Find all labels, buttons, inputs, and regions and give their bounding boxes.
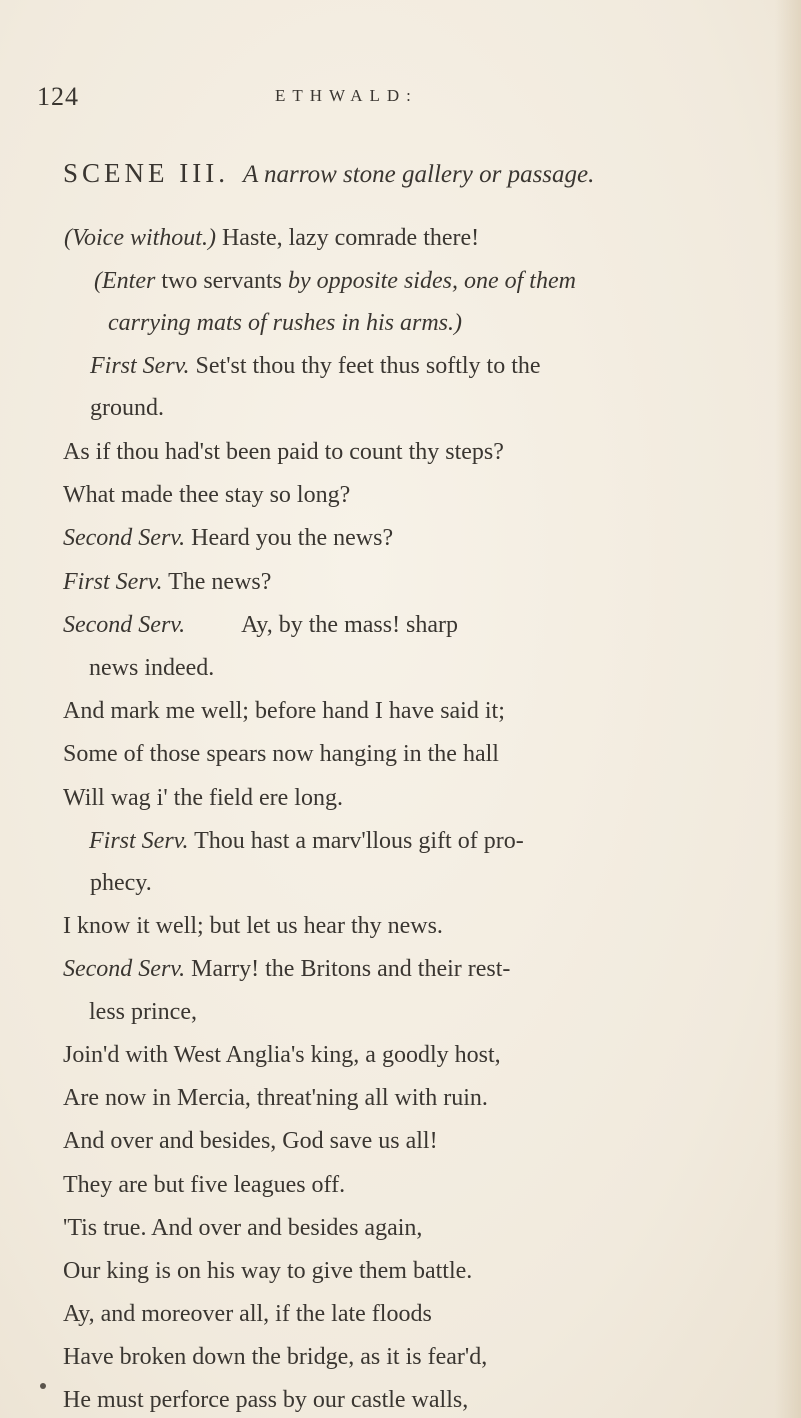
text-line	[90, 354, 541, 378]
spoken-text: Have broken down the bridge, as it is fear'd,	[63, 1344, 488, 1370]
speaker-or-direction: carrying mats of rushes in his arms.)	[108, 310, 463, 336]
text-line	[63, 1345, 487, 1369]
text-line	[63, 957, 510, 981]
speaker-or-direction: Second Serv.	[63, 525, 186, 551]
text-line	[63, 914, 443, 938]
text-line	[63, 742, 499, 766]
text-line	[89, 829, 524, 853]
spoken-text: 'Tis true. And over and besides again,	[63, 1215, 423, 1241]
text-line	[89, 1000, 197, 1024]
spoken-text: They are but five leagues off.	[63, 1172, 346, 1198]
scene-heading	[63, 158, 594, 189]
spoken-text: What made thee stay so long?	[63, 482, 351, 508]
text-line	[89, 656, 214, 680]
spoken-text: And mark me well; before hand I have said it;	[63, 698, 505, 724]
spoken-text: Set'st thou thy feet thus softly to the	[189, 353, 541, 379]
spoken-text: Ay, and moreover all, if the late floods	[63, 1301, 432, 1327]
text-line	[64, 226, 479, 250]
text-line	[63, 699, 505, 723]
page-edge-shadow	[775, 0, 801, 1418]
speaker-or-direction: (Enter	[94, 268, 156, 294]
text-line	[63, 1302, 432, 1326]
text-line	[63, 1173, 345, 1197]
text-line	[63, 570, 271, 594]
speaker-or-direction: First Serv.	[89, 828, 189, 854]
spoken-text: And over and besides, God save us all!	[63, 1128, 438, 1154]
text-line	[63, 1388, 468, 1412]
page-header	[0, 82, 801, 112]
spoken-text: Some of those spears now hanging in the hall	[63, 741, 499, 767]
text-line	[63, 526, 393, 550]
speaker-or-direction: Second Serv.	[63, 956, 186, 982]
text-line	[63, 1129, 438, 1153]
spoken-text: The news?	[162, 569, 272, 595]
text-line	[63, 1216, 422, 1240]
speaker-or-direction: Second Serv.	[63, 612, 186, 638]
text-line	[63, 1259, 472, 1283]
ink-speck	[40, 1383, 46, 1389]
spoken-text: news indeed.	[89, 655, 215, 681]
spoken-text: As if thou had'st been paid to count thy steps?	[63, 439, 504, 465]
text-line	[108, 311, 462, 335]
spoken-text: Join'd with West Anglia's king, a goodly host,	[63, 1042, 501, 1068]
scene-label: SCENE III.	[63, 158, 229, 188]
spoken-text: two servants	[155, 268, 288, 294]
speaker-or-direction: (Voice without.)	[64, 225, 216, 251]
scene-description: A narrow stone gallery or passage.	[242, 161, 595, 188]
spoken-text: Are now in Mercia, threat'ning all with ruin.	[63, 1085, 488, 1111]
text-line	[63, 1043, 501, 1067]
text-line	[63, 786, 343, 810]
text-line	[94, 269, 576, 293]
speaker-or-direction: First Serv.	[90, 353, 190, 379]
spoken-text: less prince,	[89, 999, 197, 1025]
spoken-text: I know it well; but let us hear thy news.	[63, 913, 443, 939]
spoken-text: Marry! the Britons and their rest-	[185, 956, 511, 982]
page-number: 124	[37, 82, 79, 111]
spoken-text: Heard you the news?	[185, 525, 394, 551]
speaker-or-direction: by opposite sides, one of them	[287, 268, 576, 294]
text-line	[63, 613, 458, 637]
text-line	[63, 483, 350, 507]
speaker-or-direction: First Serv.	[63, 569, 163, 595]
text-line	[90, 871, 152, 895]
spoken-text: Haste, lazy comrade there!	[215, 225, 480, 251]
spoken-text: Thou hast a marv'llous gift of pro-	[188, 828, 524, 854]
spoken-text: Ay, by the mass! sharp	[241, 612, 459, 638]
spoken-text: Our king is on his way to give them battle.	[63, 1258, 473, 1284]
spoken-text: He must perforce pass by our castle walls,	[63, 1387, 469, 1413]
running-title: ETHWALD:	[275, 86, 418, 105]
text-line	[90, 396, 164, 420]
spoken-text: Will wag i' the field ere long.	[63, 785, 343, 811]
text-line	[63, 1086, 488, 1110]
spoken-text: phecy.	[90, 870, 152, 896]
text-line	[63, 440, 504, 464]
spoken-text: ground.	[90, 395, 164, 421]
